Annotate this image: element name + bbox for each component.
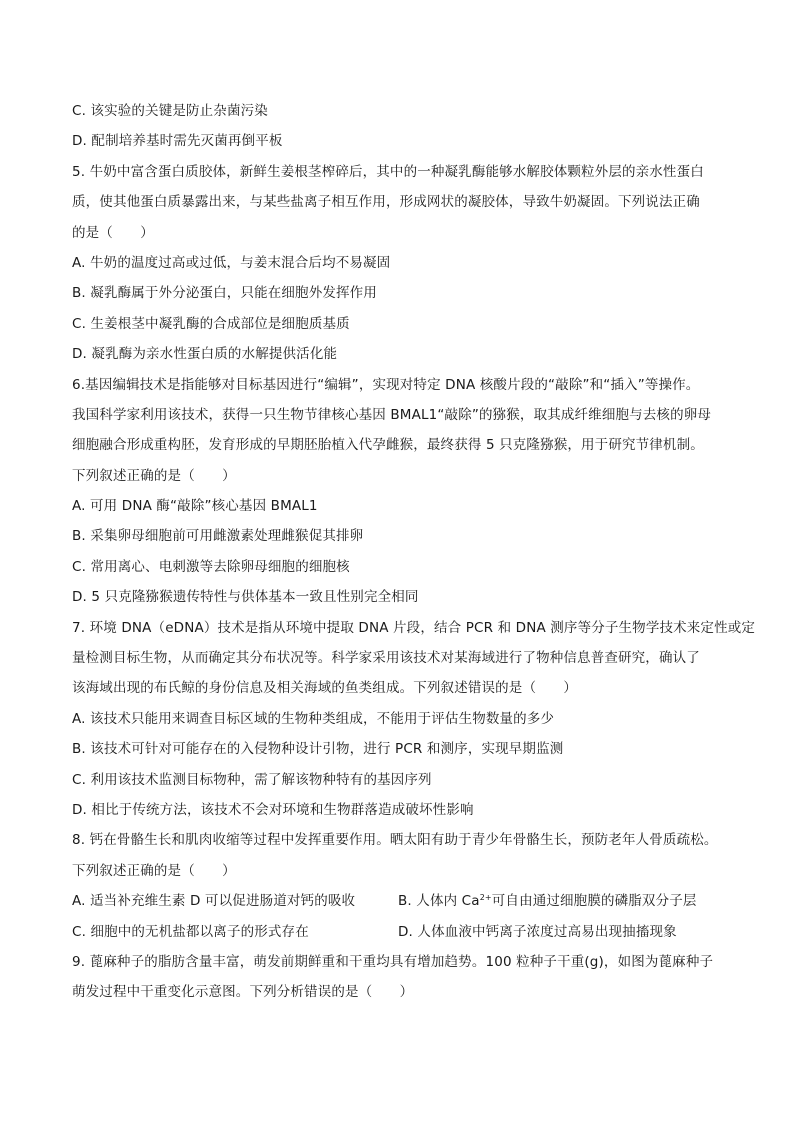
- q8-stem-line-2: 下列叙述正确的是（ ）: [72, 862, 236, 879]
- q5-stem-line-2: 质，使其他蛋白质暴露出来，与某些盐离子相互作用，形成网状的凝胶体，导致牛奶凝固。下列说法正确: [72, 194, 700, 211]
- q8-option-c: C. 细胞中的无机盐都以离子的形式存在: [72, 923, 309, 940]
- q5-option-a: A. 牛奶的温度过高或过低，与姜末混合后均不易凝固: [72, 254, 391, 271]
- q7-stem-line-3: 该海域出现的布氏鲸的身份信息及相关海域的鱼类组成。下列叙述错误的是（ ）: [72, 680, 578, 697]
- q7-option-a: A. 该技术只能用来调查目标区域的生物种类组成，不能用于评估生物数量的多少: [72, 710, 555, 727]
- q8-option-b-text: 可自由通过细胞膜的磷脂双分子层: [491, 893, 697, 910]
- q6-stem-line-1: 6.基因编辑技术是指能够对目标基因进行“编辑”，实现对特定 DNA 核酸片段的“敲除”和“插入”等操作。: [72, 376, 700, 393]
- q6-stem-line-3: 细胞融合形成重构胚，发育形成的早期胚胎植入代孕雌猴，最终获得 5 只克隆猕猴，用于研究节律机制。: [72, 437, 704, 454]
- q7-stem-line-1: 7. 环境 DNA（eDNA）技术是指从环境中提取 DNA 片段，结合 PCR 和 DNA 测序等分子生物学技术来定性或定: [72, 619, 756, 636]
- q5-stem-line-1: 5. 牛奶中富含蛋白质胶体，新鲜生姜根茎榨碎后，其中的一种凝乳酶能够水解胶体颗粒外层的亲水性蛋白: [72, 163, 704, 180]
- exam-page: [72, 96, 756, 1008]
- q6-option-b: B. 采集卵母细胞前可用雌激素处理雌猴促其排卵: [72, 528, 364, 545]
- q4-option-d: D. 配制培养基时需先灭菌再倒平板: [72, 133, 283, 150]
- q6-option-c: C. 常用离心、电刺激等去除卵母细胞的细胞核: [72, 558, 350, 575]
- q9-stem-line-1: 9. 蓖麻种子的脂肪含量丰富，萌发前期鲜重和干重均具有增加趋势。100 粒种子干重(g)，如图为蓖麻种子: [72, 953, 714, 970]
- q8-option-b: [398, 886, 697, 916]
- q6-stem-line-2: 我国科学家利用该技术，获得一只生物节律核心基因 BMAL1“敲除”的猕猴，取其成纤维细胞与去核的卵母: [72, 406, 712, 423]
- q7-stem-line-2: 量检测目标生物，从而确定其分布状况等。科学家采用该技术对某海域进行了物种信息普查研究，确认了: [72, 650, 700, 667]
- q7-option-c: C. 利用该技术监测目标物种，需了解该物种特有的基因序列: [72, 771, 432, 788]
- q9-stem-line-2: 萌发过程中干重变化示意图。下列分析错误的是（ ）: [72, 984, 414, 1001]
- q8-options-row-1: [72, 886, 732, 916]
- q8-option-a: A. 适当补充维生素 D 可以促进肠道对钙的吸收: [72, 893, 356, 910]
- q4-option-c: C. 该实验的关键是防止杂菌污染: [72, 103, 268, 119]
- q7-option-d: D. 相比于传统方法，该技术不会对环境和生物群落造成破坏性影响: [72, 801, 474, 818]
- q6-option-a: A. 可用 DNA 酶“敲除”核心基因 BMAL1: [72, 498, 318, 515]
- q8-option-b-prefix: B. 人体内 Ca: [398, 893, 480, 910]
- q5-stem-line-3: 的是（ ）: [72, 224, 154, 241]
- q6-stem-line-4: 下列叙述正确的是（ ）: [72, 467, 236, 484]
- q5-option-d: D. 凝乳酶为亲水性蛋白质的水解提供活化能: [72, 346, 338, 363]
- q5-option-b: B. 凝乳酶属于外分泌蛋白，只能在细胞外发挥作用: [72, 285, 377, 302]
- q8-option-b-superscript: 2+: [479, 893, 492, 903]
- q8-stem-line-1: 8. 钙在骨骼生长和肌肉收缩等过程中发挥重要作用。晒太阳有助于青少年骨骼生长，预防老年人骨质疏松。: [72, 832, 718, 849]
- q8-options-row-2: [72, 917, 732, 947]
- q8-option-d: D. 人体血液中钙离子浓度过高易出现抽搐现象: [398, 923, 677, 940]
- q5-option-c: C. 生姜根茎中凝乳酶的合成部位是细胞质基质: [72, 315, 350, 332]
- q7-option-b: B. 该技术可针对可能存在的入侵物种设计引物，进行 PCR 和测序，实现早期监测: [72, 741, 564, 758]
- q6-option-d: D. 5 只克隆猕猴遗传特性与供体基本一致且性别完全相同: [72, 589, 419, 606]
